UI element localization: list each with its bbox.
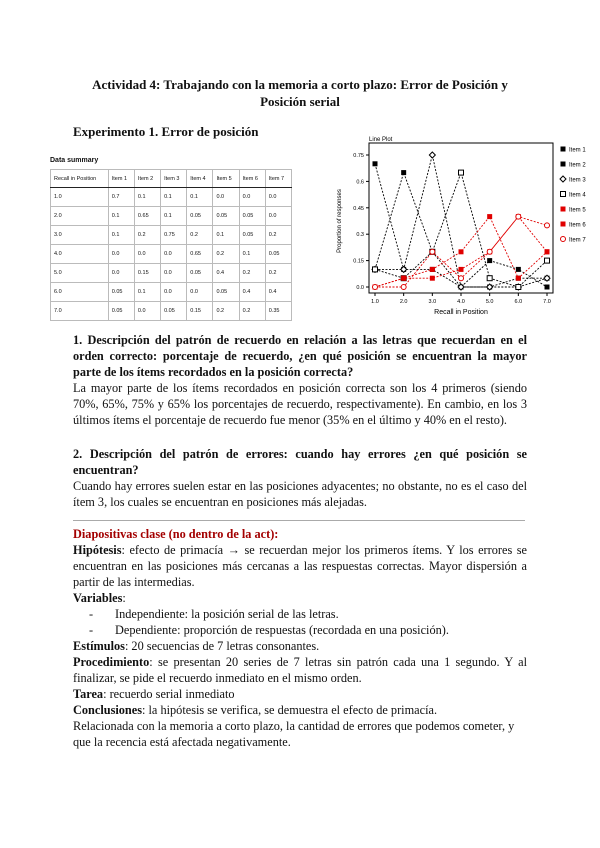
legend-marker — [561, 147, 566, 152]
table-cell: 0.0 — [134, 302, 160, 321]
column-header: Item 5 — [213, 170, 239, 188]
data-point — [545, 223, 550, 228]
legend-marker — [561, 207, 566, 212]
table-cell: 0.2 — [213, 302, 239, 321]
column-header: Item 7 — [265, 170, 291, 188]
table-cell: 0.0 — [265, 207, 291, 226]
x-tick-label: 3.0 — [428, 299, 437, 305]
text-body — [73, 332, 527, 750]
table-cell: 0.05 — [161, 302, 187, 321]
data-point — [373, 267, 378, 272]
table-cell: 0.2 — [213, 245, 239, 264]
table-row — [51, 245, 292, 264]
estimulos — [73, 638, 527, 654]
notes-heading: Diapositivas clase (no dentro de la act): — [73, 527, 279, 541]
table-caption: Data summary — [50, 157, 99, 164]
data-summary — [50, 157, 300, 321]
data-point — [429, 152, 435, 158]
data-point — [516, 285, 521, 290]
table-cell: 0.2 — [265, 264, 291, 283]
legend-label: Item 3 — [569, 177, 586, 184]
question-2-answer: Cuando hay errores suelen estar en las posiciones adyacentes; no obstante, no es el caso del ítem 3, los cuales se encuentran en posiciones más alejadas. — [73, 479, 527, 509]
legend-marker — [561, 222, 566, 227]
variable-independiente: Independiente: la posición serial de las letras. — [115, 607, 339, 621]
data-point — [487, 249, 492, 254]
table-cell: 3.0 — [51, 226, 109, 245]
tarea-label: Tarea — [73, 687, 104, 701]
legend-marker — [560, 176, 566, 182]
data-point — [373, 285, 378, 290]
table-cell: 0.1 — [108, 226, 134, 245]
data-point — [516, 214, 521, 219]
data-point — [487, 214, 492, 219]
data-point — [545, 285, 550, 290]
table-cell: 0.05 — [213, 283, 239, 302]
table-cell: 0.0 — [134, 245, 160, 264]
table-cell: 0.0 — [108, 245, 134, 264]
legend-marker — [561, 162, 566, 167]
variables-colon: : — [122, 591, 126, 605]
tarea — [73, 686, 527, 702]
header-row — [51, 170, 292, 188]
data-point — [459, 267, 464, 272]
table-row — [51, 302, 292, 321]
procedimiento-label: Procedimiento — [73, 655, 150, 669]
data-point — [430, 249, 435, 254]
legend-marker — [561, 192, 566, 197]
column-header: Item 1 — [108, 170, 134, 188]
x-tick-label: 5.0 — [485, 299, 494, 305]
table-cell: 0.65 — [187, 245, 213, 264]
table-cell: 0.05 — [187, 264, 213, 283]
table-cell: 2.0 — [51, 207, 109, 226]
table-cell: 5.0 — [51, 264, 109, 283]
hipotesis-label: Hipótesis — [73, 543, 122, 557]
x-axis-label: Recall in Position — [434, 309, 488, 316]
legend-label: Item 4 — [569, 192, 586, 199]
question-2 — [73, 446, 527, 510]
y-tick-label: 0.0 — [356, 285, 364, 291]
bullet: - — [89, 607, 94, 621]
bullet: - — [89, 623, 94, 637]
table-cell: 0.0 — [161, 245, 187, 264]
variable-dependiente: Dependiente: proporción de respuestas (recordada en una posición). — [115, 623, 449, 637]
table-cell: 0.05 — [187, 207, 213, 226]
data-point — [373, 161, 378, 166]
table-cell: 0.4 — [265, 283, 291, 302]
table-cell: 0.05 — [239, 207, 265, 226]
conclusiones — [73, 702, 527, 718]
column-header: Item 4 — [187, 170, 213, 188]
variables — [73, 590, 527, 606]
data-point — [459, 276, 464, 281]
data-point — [545, 249, 550, 254]
table-cell: 0.4 — [239, 283, 265, 302]
table-cell: 0.75 — [161, 226, 187, 245]
question-1 — [73, 332, 527, 428]
list-item — [73, 606, 527, 622]
y-tick-label: 0.3 — [356, 232, 364, 239]
conclusiones-text: : la hipótesis se verifica, se demuestra el efecto de primacía. — [142, 703, 438, 717]
data-point — [401, 276, 406, 281]
data-table — [50, 169, 292, 321]
table-cell: 0.1 — [108, 207, 134, 226]
legend-label: Item 5 — [569, 207, 586, 214]
table-cell: 0.2 — [265, 226, 291, 245]
legend-label: Item 6 — [569, 222, 586, 229]
question-1-answer: La mayor parte de los ítems recordados en posición correcta son los 4 primeros (siendo 70%, 65%, 75% y 65% los porcentajes de recuerdo, respectivamente). En cambio, en los 3 últimos ítems el porcentaje de recuerdo fue menor (35% en el último y 40% en el resto). — [73, 381, 527, 427]
estimulos-label: Estímulos — [73, 639, 125, 653]
data-point — [459, 170, 464, 175]
table-cell: 0.05 — [108, 302, 134, 321]
data-point — [430, 267, 435, 272]
table-row — [51, 207, 292, 226]
table-cell: 0.0 — [161, 283, 187, 302]
table-cell: 0.15 — [187, 302, 213, 321]
variables-label: Variables — [73, 591, 123, 605]
procedimiento-text: : se presentan 20 series de 7 letras sin patrón cada una 1 segundo. Y al finalizar, se pide el recuerdo inmediato en el mismo orden. — [73, 655, 527, 685]
column-header: Item 2 — [134, 170, 160, 188]
conclusiones-label: Conclusiones — [73, 703, 143, 717]
table-cell: 0.0 — [239, 188, 265, 207]
table-cell: 0.2 — [187, 226, 213, 245]
table-cell: 0.05 — [265, 245, 291, 264]
table-row — [51, 283, 292, 302]
list-item — [73, 622, 527, 638]
table-cell: 0.2 — [134, 226, 160, 245]
data-point — [487, 276, 492, 281]
table-cell: 0.65 — [134, 207, 160, 226]
table-cell: 0.1 — [187, 188, 213, 207]
x-tick-label: 6.0 — [514, 299, 523, 305]
table-cell: 0.1 — [213, 226, 239, 245]
table-cell: 0.05 — [108, 283, 134, 302]
experiment-heading: Experimento 1. Error de posición — [73, 124, 259, 139]
table-cell: 4.0 — [51, 245, 109, 264]
table-cell: 0.0 — [108, 264, 134, 283]
data-point — [516, 276, 521, 281]
table-cell: 0.1 — [134, 283, 160, 302]
y-axis-label: Proportion of responses — [337, 189, 343, 253]
table-cell: 0.0 — [187, 283, 213, 302]
table-cell: 0.0 — [265, 188, 291, 207]
hipotesis-text: : efecto de primacía → se recuerdan mejor los primeros ítems. Y los errores se encuentran en las posiciones más cercanas a las respuestas correctas. Mayor dispersión a partir de las intermedias. — [73, 543, 527, 589]
table-cell: 0.35 — [265, 302, 291, 321]
y-tick-label: 0.45 — [353, 205, 364, 212]
table-cell: 0.15 — [134, 264, 160, 283]
table-cell: 0.05 — [213, 207, 239, 226]
table-cell: 0.2 — [239, 264, 265, 283]
final-note: Relacionada con la memoria a corto plazo, la cantidad de errores que podemos cometer, y que la recencia está afectada negativamente. — [73, 719, 515, 749]
table-cell: 0.1 — [161, 207, 187, 226]
divider — [73, 520, 525, 521]
line-chart — [335, 135, 600, 320]
table-cell: 0.0 — [213, 188, 239, 207]
legend-label: Item 2 — [569, 162, 586, 169]
table-cell: 0.1 — [161, 188, 187, 207]
table-row — [51, 188, 292, 207]
question-1-title: 1. Descripción del patrón de recuerdo en relación a las letras que recuerdan en el orden correcto: porcentaje de recuerdo, ¿en qué posición se encuentran la mayor parte de los ítems recordados en la posición correcta? — [73, 333, 527, 379]
table-cell: 0.05 — [239, 226, 265, 245]
table-cell: 6.0 — [51, 283, 109, 302]
table-row — [51, 226, 292, 245]
page-title: Actividad 4: Trabajando con la memoria a corto plazo: Error de Posición y Posición serial — [92, 77, 508, 109]
table-cell: 0.7 — [108, 188, 134, 207]
table-row — [51, 264, 292, 283]
table-cell: 0.1 — [134, 188, 160, 207]
column-header: Recall in Position — [51, 170, 109, 188]
y-tick-label: 0.15 — [353, 258, 364, 265]
data-point — [401, 285, 406, 290]
x-tick-label: 1.0 — [371, 299, 379, 305]
question-2-title: 2. Descripción del patrón de errores: cuando hay errores ¿en qué posición se encuentran? — [73, 447, 527, 477]
table-cell: 1.0 — [51, 188, 109, 207]
x-tick-label: 4.0 — [457, 299, 465, 305]
class-notes — [73, 526, 527, 750]
data-point — [545, 258, 550, 263]
data-point — [459, 249, 464, 254]
legend-label: Item 7 — [569, 237, 586, 244]
table-cell: 0.1 — [239, 245, 265, 264]
chart-title: Line Plot — [369, 137, 393, 143]
x-tick-label: 7.0 — [543, 299, 551, 305]
column-header: Item 6 — [239, 170, 265, 188]
y-tick-label: 0.6 — [356, 179, 364, 186]
tarea-text: : recuerdo serial inmediato — [103, 687, 235, 701]
hipotesis — [73, 542, 527, 590]
table-body — [51, 188, 292, 321]
legend-label: Item 1 — [569, 147, 586, 154]
data-point — [401, 170, 406, 175]
procedimiento — [73, 654, 527, 686]
x-tick-label: 2.0 — [399, 299, 408, 305]
data-point — [430, 276, 435, 281]
data-point — [516, 267, 521, 272]
data-point — [487, 258, 492, 263]
y-tick-label: 0.75 — [353, 153, 364, 159]
legend-marker — [561, 237, 566, 242]
table-cell: 0.2 — [239, 302, 265, 321]
table-cell: 0.0 — [161, 264, 187, 283]
table-cell: 7.0 — [51, 302, 109, 321]
column-header: Item 3 — [161, 170, 187, 188]
estimulos-text: : 20 secuencias de 7 letras consonantes. — [124, 639, 320, 653]
table-cell: 0.4 — [213, 264, 239, 283]
